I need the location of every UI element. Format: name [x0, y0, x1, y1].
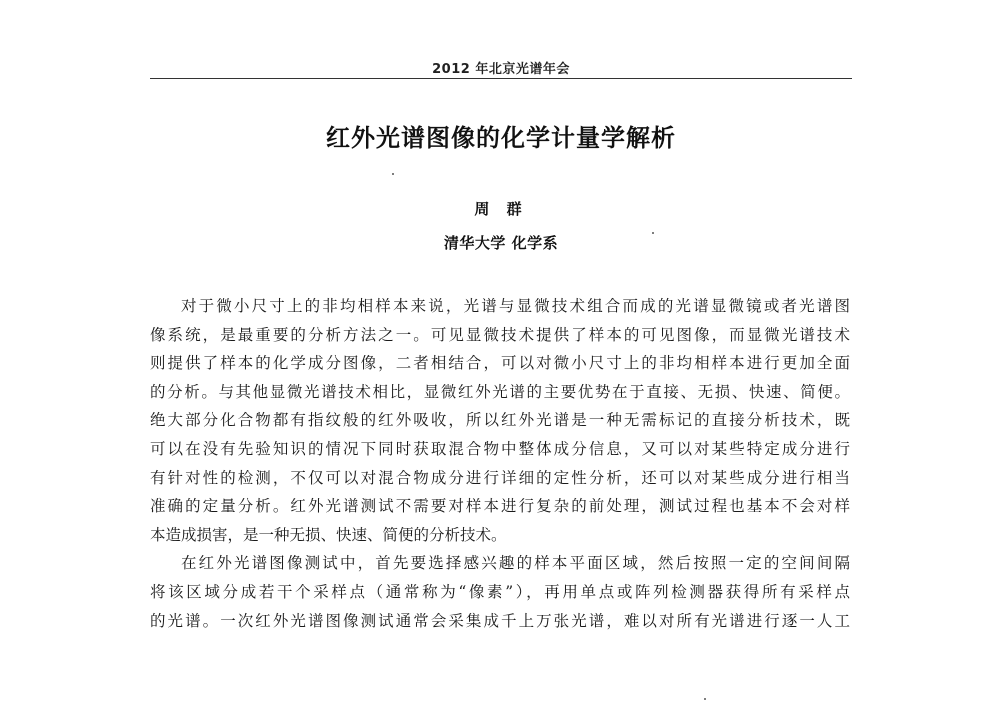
paragraph-2-line: 将该区域分成若干个采样点（通常称为“像素”），再用单点或阵列检测器获得所有采样点 — [150, 582, 850, 601]
paragraph-2-line: 的光谱。一次红外光谱图像测试通常会采集成千上万张光谱，难以对所有光谱进行逐一人工 — [150, 611, 850, 630]
paragraph-1-line: 则提供了样本的化学成分图像，二者相结合，可以对微小尺寸上的非均相样本进行更加全面 — [150, 354, 850, 373]
paragraph-1-line: 有针对性的检测，不仅可以对混合物成分进行详细的定性分析，还可以对某些成分进行相当 — [150, 468, 850, 487]
paragraph-1-line: 可以在没有先验知识的情况下同时获取混合物中整体成分信息，又可以对某些特定成分进行 — [150, 439, 850, 458]
paragraph-1-line: 绝大部分化合物都有指纹般的红外吸收，所以红外光谱是一种无需标记的直接分析技术，既 — [150, 411, 850, 430]
running-header: 2012 年北京光谱年会 — [432, 62, 570, 77]
paragraph-1-line: 本造成损害，是一种无损、快速、简便的分析技术。 — [150, 525, 507, 544]
body-text — [150, 292, 850, 635]
author-name: 周 群 — [474, 200, 528, 218]
scan-speck — [704, 698, 706, 700]
paragraph-1-line: 对于微小尺寸上的非均相样本来说，光谱与显微技术组合而成的光谱显微镜或者光谱图 — [181, 297, 850, 315]
paragraph-1-line: 像系统，是最重要的分析方法之一。可见显微技术提供了样本的可见图像，而显微光谱技术 — [150, 325, 850, 344]
scan-speck — [652, 232, 654, 234]
paragraph-2-line: 在红外光谱图像测试中，首先要选择感兴趣的样本平面区域，然后按照一定的空间间隔 — [181, 554, 850, 573]
paragraph-1-line: 准确的定量分析。红外光谱测试不需要对样本进行复杂的前处理，测试过程也基本不会对样 — [150, 497, 850, 516]
paper-title: 红外光谱图像的化学计量学解析 — [326, 124, 676, 152]
scan-speck — [392, 173, 394, 175]
author-affiliation: 清华大学 化学系 — [443, 234, 559, 252]
paragraph-1-line: 的分析。与其他显微光谱技术相比，显微红外光谱的主要优势在于直接、无损、快速、简便。 — [150, 382, 850, 401]
header-rule — [150, 78, 852, 79]
